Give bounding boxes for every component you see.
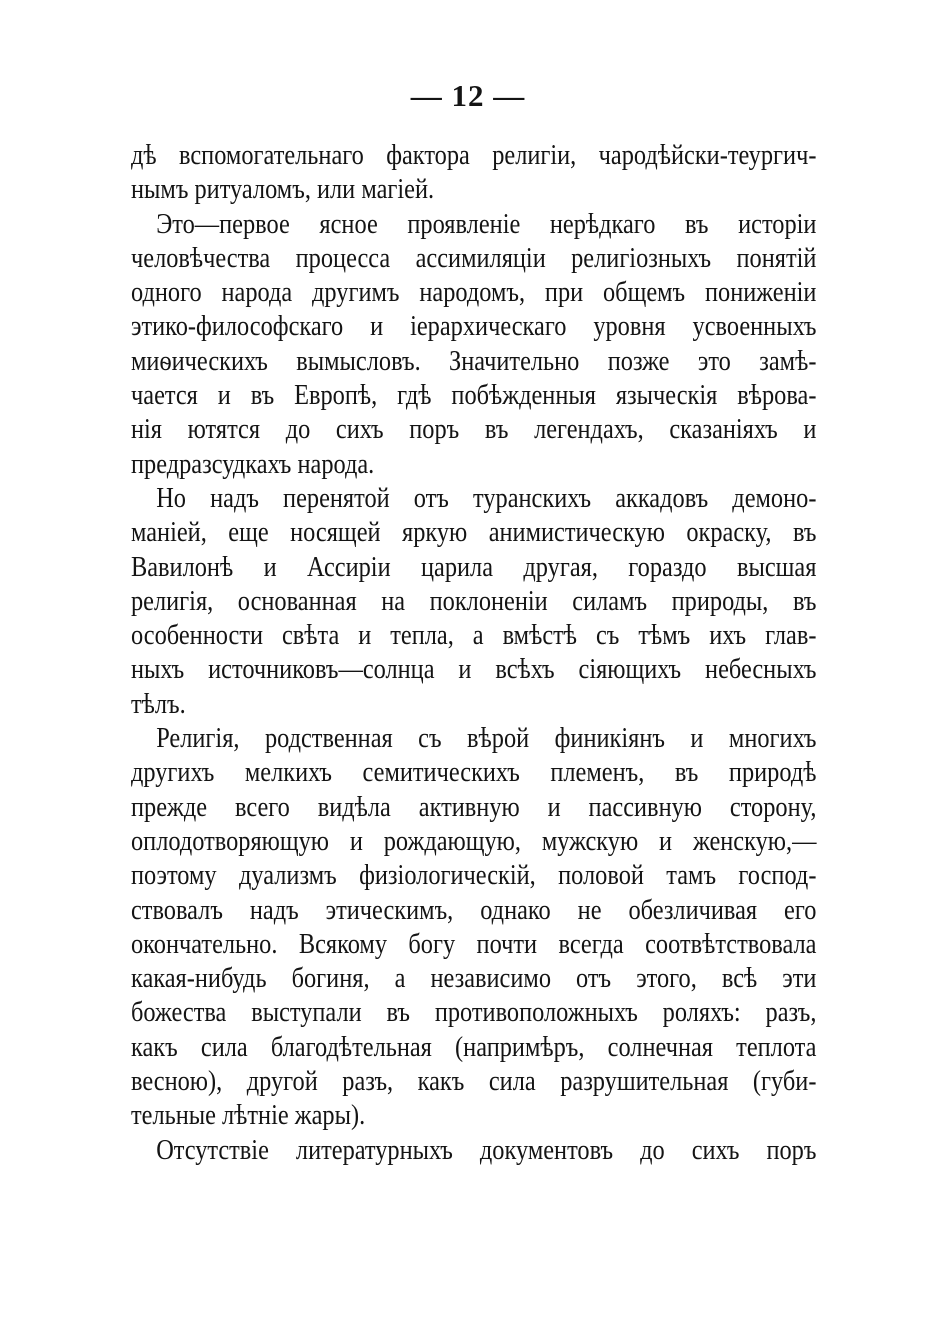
text-line: тѣлъ.	[131, 687, 186, 720]
text-line: чается и въ Европѣ, гдѣ побѣжденныя языческія вѣрова-	[131, 379, 817, 412]
text-line: другихъ мелкихъ семитическихъ племенъ, въ природѣ	[131, 756, 817, 789]
text-line: прежде всего видѣла активную и пассивную сторону,	[131, 790, 817, 823]
text-line: окончательно. Всякому богу почти всегда соотвѣтствовала	[131, 927, 817, 960]
text-line: нія ютятся до сихъ поръ въ легендахъ, сказаніяхъ и	[131, 413, 817, 446]
text-line: тельные лѣтніе жары).	[131, 1099, 366, 1132]
body-text	[131, 138, 817, 1167]
text-line: Но надъ перенятой отъ туранскихъ аккадовъ демоно-	[156, 481, 817, 514]
text-line: Это—первое ясное проявленіе нерѣдкаго въ исторіи	[156, 207, 817, 240]
text-line: этико-философскаго и іерархическаго уровня усвоенныхъ	[131, 310, 817, 343]
text-line: весною), другой разъ, какъ сила разрушительная (губи-	[131, 1065, 817, 1098]
page-number: — 12 —	[410, 78, 526, 113]
text-line: одного народа другимъ народомъ, при общемъ пониженіи	[131, 276, 817, 309]
text-line: маніей, еще носящей яркую анимистическую окраску, въ	[131, 516, 817, 549]
text-line: оплодотворяющую и рождающую, мужскую и женскую,—	[131, 824, 817, 857]
text-line: божества выступали въ противоположныхъ роляхъ: разъ,	[131, 996, 817, 1029]
text-line: предразсудкахъ народа.	[131, 447, 375, 480]
text-line: какая-нибудь богиня, а независимо отъ этого, всѣ эти	[131, 962, 817, 995]
text-line: поэтому дуализмъ физіологическій, половой тамъ господ-	[131, 859, 817, 892]
text-line: Вавилонѣ и Ассиріи царила другая, гораздо высшая	[131, 550, 817, 583]
text-line: Отсутствіе литературныхъ документовъ до сихъ поръ	[156, 1133, 817, 1166]
text-line: нымъ ритуаломъ, или магіей.	[131, 173, 435, 206]
text-line: миѳическихъ вымысловъ. Значительно позже это замѣ-	[131, 344, 817, 377]
text-line: какъ сила благодѣтельная (напримѣръ, солнечная теплота	[131, 1030, 817, 1063]
text-line: дѣ вспомогательнаго фактора религіи, чародѣйски-теургич-	[131, 139, 817, 171]
text-line: Религія, родственная съ вѣрой финикіянъ и многихъ	[156, 722, 817, 755]
text-line: ныхъ источниковъ—солнца и всѣхъ сіяющихъ небесныхъ	[131, 653, 817, 686]
text-line: особенности свѣта и тепла, а вмѣстѣ съ тѣмъ ихъ глав-	[131, 619, 817, 652]
text-line: человѣчества процесса ассимиляціи религіозныхъ понятій	[131, 241, 817, 274]
text-line: ствовалъ надъ этическимъ, однако не обезличивая его	[131, 893, 817, 926]
text-line: религія, основанная на поклоненіи силамъ природы, въ	[131, 584, 817, 617]
